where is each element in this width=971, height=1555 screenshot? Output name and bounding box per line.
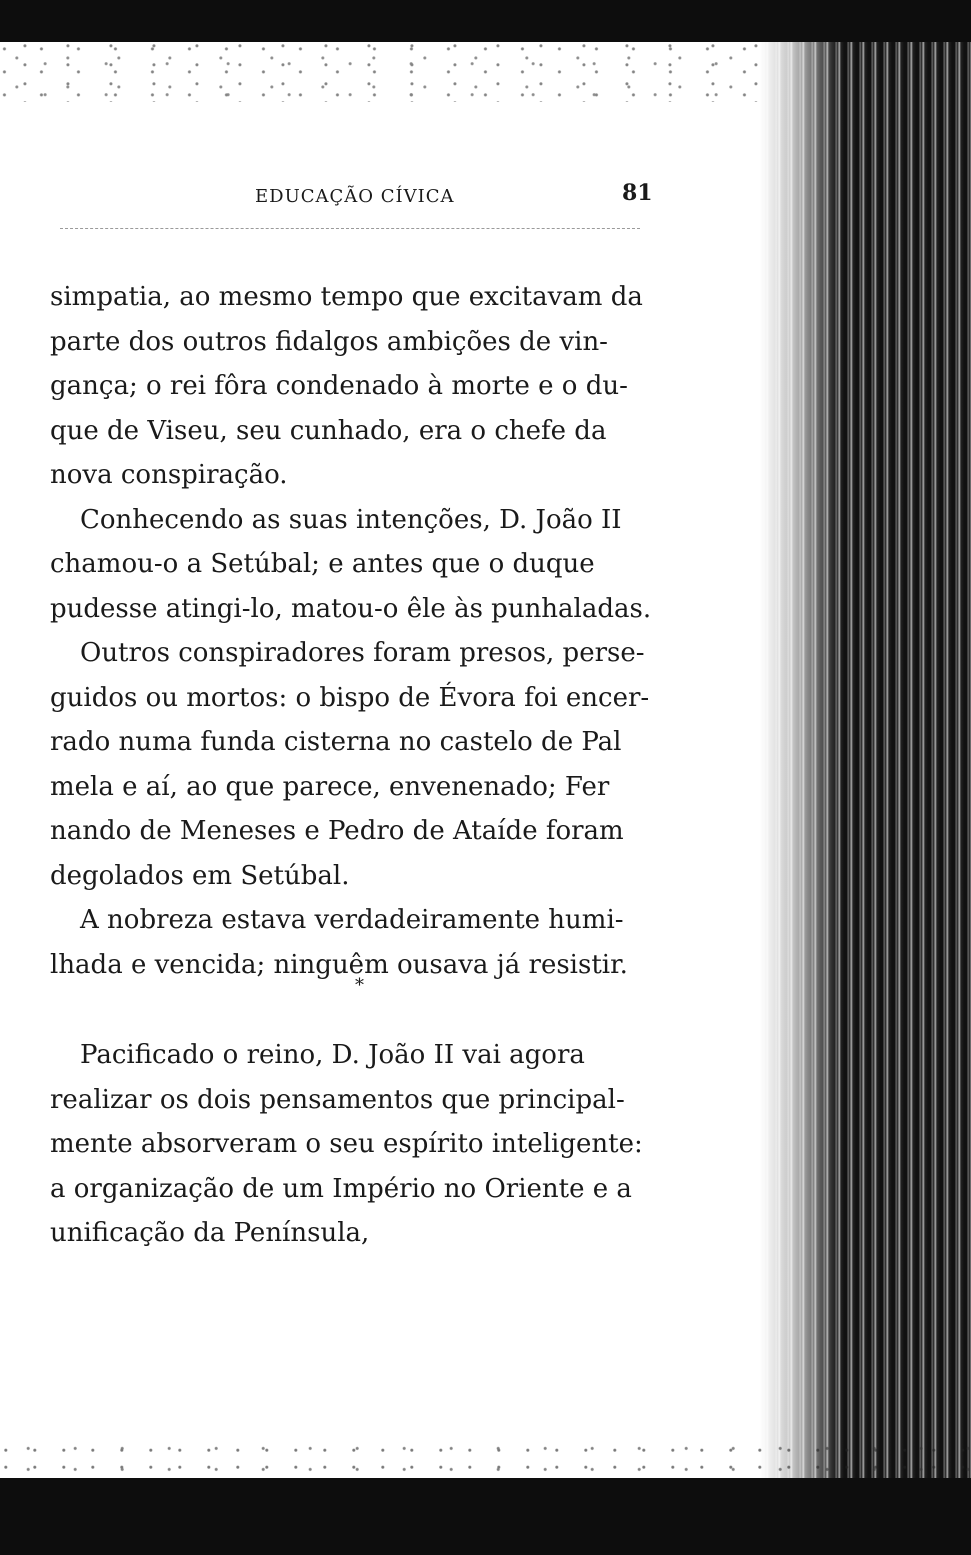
text-line: Pacificado o reino, D. João II vai agora	[80, 1040, 585, 1070]
text-line: unificação da Península,	[50, 1218, 370, 1248]
text-block-1	[50, 275, 665, 987]
text-line: rado numa funda cisterna no castelo de Pal	[50, 727, 622, 757]
scan-right-edge-fade	[760, 42, 840, 1482]
text-line: guidos ou mortos: o bispo de Évora foi encer-	[50, 682, 650, 713]
text-line: simpatia, ao mesmo tempo que excitavam da	[50, 282, 643, 312]
page-header	[50, 180, 660, 214]
text-line: a organização de um Império no Oriente e a	[50, 1173, 632, 1204]
scan-top-border	[0, 0, 971, 42]
text-line: chamou-o a Setúbal; e antes que o duque	[50, 549, 595, 579]
text-line: nova conspiração.	[50, 460, 288, 490]
text-line: A nobreza estava verdadeiramente humi-	[80, 905, 624, 935]
section-separator: *	[355, 975, 364, 996]
text-line: que de Viseu, seu cunhado, era o chefe da	[50, 415, 607, 446]
header-rule	[60, 228, 640, 229]
text-line: Conhecendo as suas intenções, D. João II	[80, 504, 622, 535]
text-line: nando de Meneses e Pedro de Ataíde foram	[50, 816, 624, 846]
text-line: Outros conspiradores foram presos, perse-	[80, 638, 645, 668]
text-line: gança; o rei fôra condenado à morte e o du-	[50, 371, 628, 401]
scan-noise-top	[0, 42, 790, 102]
text-line: lhada e vencida; ninguêm ousava já resistir.	[50, 949, 628, 980]
page-number: 81	[622, 180, 653, 206]
text-line: realizar os dois pensamentos que principal-	[50, 1084, 625, 1115]
scan-bottom-border	[0, 1478, 971, 1555]
text-line: pudesse atingi-lo, matou-o êle às punhaladas.	[50, 593, 652, 624]
running-title: EDUCAÇÃO CÍVICA	[255, 186, 455, 207]
text-line: mente absorveram o seu espírito inteligente:	[50, 1129, 643, 1159]
text-block-2	[50, 1033, 665, 1256]
text-line: mela e aí, ao que parece, envenenado; Fer	[50, 771, 610, 802]
text-line: degolados em Setúbal.	[50, 860, 350, 891]
scan-noise-bottom	[0, 1440, 971, 1480]
text-line: parte dos outros fidalgos ambições de vin-	[50, 326, 608, 357]
